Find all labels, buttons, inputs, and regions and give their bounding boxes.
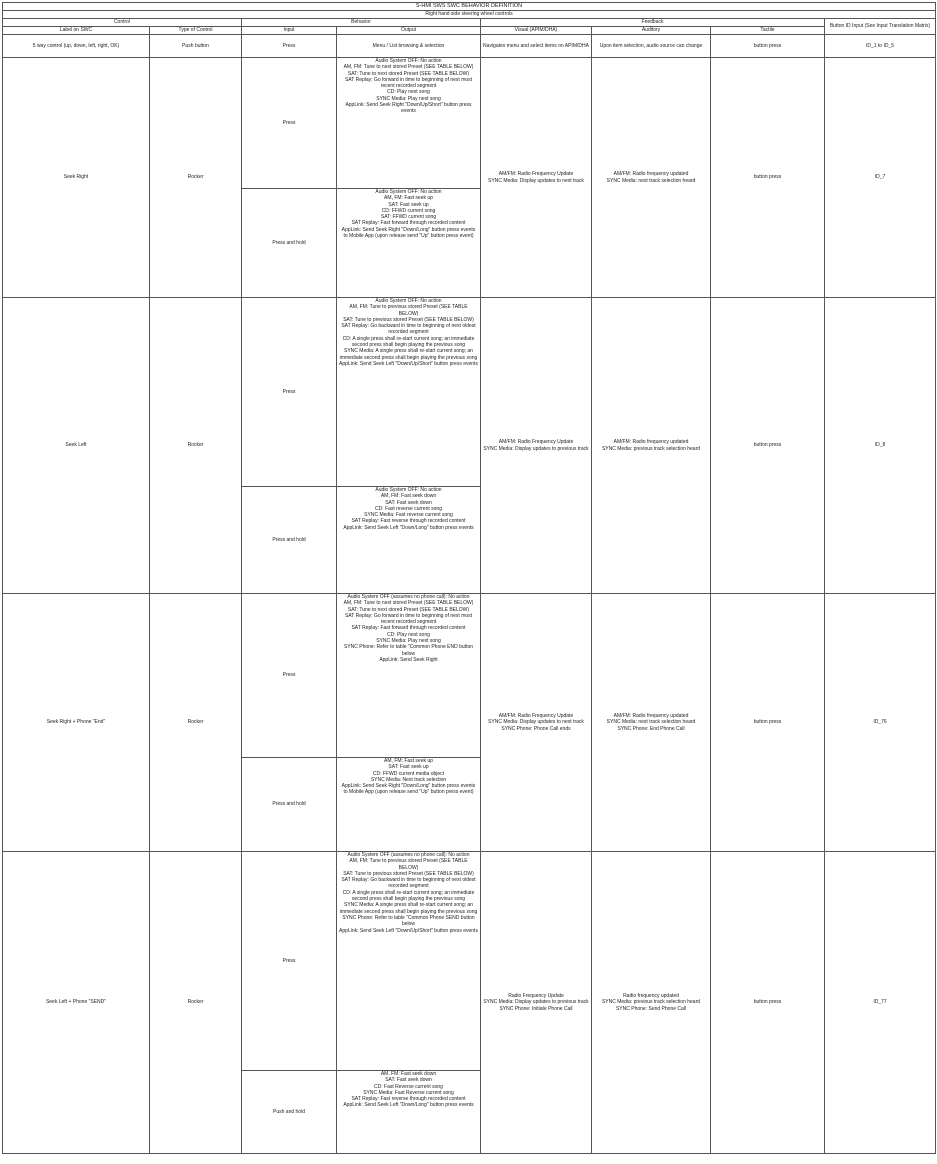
cell-type: Rocker [150,58,242,298]
text-line: CD: Fast reverse current song [375,505,442,512]
cell-button-id: ID_7 [825,58,936,298]
table-title: S-HMI SWS SWC BEHAVIOR DEFINITION [3,3,936,11]
cell-tactile: button press [711,594,825,852]
text-line: SAT: Fast seek up [388,764,429,771]
cell-input: Press and hold [242,487,337,594]
header-button-id: Button ID Input (See Input Translation Matrix) [825,19,936,35]
text-line: SYNC Media: A single press shall re-start current song; an immediate second press shall begin playing the previous song [339,348,478,361]
text-line: SYNC Media: previous track selection heard [601,445,701,452]
text-line: SYNC Media: Display updates to next track [488,719,584,726]
text-line: AM, FM: Tune to next stored Preset (SEE TABLE BELOW) [343,600,474,607]
text-line: SYNC Media: next track selection heard [606,719,696,726]
text-line: SYNC Media: Display updates to previous track [483,999,589,1006]
text-line: Audio System OFF: No action [375,58,442,64]
cell-type: Rocker [150,594,242,852]
cell-output [337,298,481,487]
cell-output [337,189,481,298]
text-line: SAT: Tune to previous stored Preset (SEE TABLE BELOW) [343,870,474,877]
text-line: CD: Play next song [387,631,430,638]
cell-label: Seek Right [3,58,150,298]
text-line: SYNC Media: Display updates to previous track [483,445,589,452]
cell-auditory [592,594,711,852]
table-row [3,594,936,758]
text-line: AppLink: Send Seek Left "Down/Long" button press events [343,524,474,531]
text-line: AM/FM: Radio Frequency Update [498,439,574,446]
text-line: Audio System OFF (assumes no phone call): No action [347,594,470,600]
text-line: SAT Replay: Fast reverse through recorded content [351,1096,466,1103]
cell-label: Seek Left + Phone "SEND" [3,852,150,1154]
cell-auditory: Upon item selection, audio source can change [592,35,711,58]
text-line: Audio System OFF: No action [375,487,442,493]
cell-auditory [592,298,711,594]
cell-input: Press [242,298,337,487]
group-header-feedback: Feedback [481,19,825,27]
table-row [3,35,936,58]
cell-auditory [592,58,711,298]
table-row [3,58,936,189]
header-label: Label on SWC [3,27,150,35]
text-line: AppLink: Send Seek Right [379,656,438,663]
cell-visual [481,58,592,298]
text-line: Audio System OFF (assumes no phone call): No action [347,852,470,858]
header-output: Output [337,27,481,35]
cell-output [337,852,481,1071]
cell-label: Seek Right + Phone "End" [3,594,150,852]
cell-output [337,487,481,594]
cell-output [337,758,481,852]
text-line: SYNC Phone: Initiate Phone Call [499,1005,573,1012]
text-line: AM, FM: Fast seek up [384,758,433,764]
text-line: SAT Replay: Go forward in time to beginning of next most recent recorded segment [344,612,473,626]
text-line: SYNC Phone: Send Phone Call [615,1005,687,1012]
text-line: SAT Replay: Go forward in time to beginning of next most recent recorded segment [344,76,473,90]
header-input: Input [242,27,337,35]
text-line: AM, FM: Tune to previous stored Preset (SEE TABLE BELOW) [349,858,468,871]
table-row [3,298,936,487]
text-line: SAT Replay: Go backward in time to beginning of next oldest recorded segment [341,877,476,890]
text-line: CD: Play next song [387,89,430,96]
cell-auditory [592,852,711,1154]
text-line: AppLink: Send Seek Right "Down/Up/Short" button press events [345,102,472,115]
header-visual: Visual (APIM/DHA) [481,27,592,35]
text-line: AM/FM: Radio Frequency Update [498,713,574,720]
text-line: SYNC Phone: Refer to table "Common Phone SEND button below [342,914,475,928]
text-line: SAT Replay: Go backward in time to beginning of next oldest recorded segment [341,323,476,336]
cell-input: Press [242,594,337,758]
cell-input: Press and hold [242,189,337,298]
text-line: SAT: FFWD current song [380,214,437,221]
cell-input: Press [242,852,337,1071]
cell-input: Press [242,35,337,58]
text-line: SYNC Phone: Phone Call ends [501,725,571,732]
cell-tactile: button press [711,852,825,1154]
text-line: SYNC Media: Fast reverse current song [364,512,453,519]
cell-type: Rocker [150,852,242,1154]
text-line: SAT: Fast seek down [385,499,432,506]
text-line: SYNC Media: A single press shall re-start current song; an immediate second press shall begin playing the previous song [339,902,478,915]
cell-output [337,594,481,758]
table-subtitle: Right hand side steering wheel controls [3,11,936,19]
text-line: Radio Frequency Update [508,993,564,1000]
cell-button-id: ID_77 [825,852,936,1154]
group-header-behavior: Behavior [242,19,481,27]
text-line: Radio frequency updated [623,993,679,1000]
text-line: CD: FFWD current media object [372,770,445,777]
cell-visual [481,852,592,1154]
text-line: AM, FM: Tune to previous stored Preset (SEE TABLE BELOW) [349,304,468,317]
cell-type: Rocker [150,298,242,594]
table-row [3,852,936,1071]
text-line: SAT Replay: Fast forward through recorded content [351,220,466,227]
cell-output [337,58,481,189]
text-line: AppLink: Send Seek Right "Down/Long" button press events to Mobile App (upon release send "Up" button press event) [341,783,476,796]
header-tactile: Tactile [711,27,825,35]
text-line: AM, FM: Fast seek up [384,195,433,202]
behavior-definition-table [2,2,936,1154]
cell-visual [481,298,592,594]
cell-visual: Navigates menu and select items on APIM/DHA [481,35,592,58]
text-line: AM/FM: Radio frequency updated [613,713,689,720]
cell-type: Push button [150,35,242,58]
text-line: SYNC Phone: Refer to table "Common Phone END button below [343,644,474,657]
text-line: CD: A single press shall re-start current song; an immediate second press shall begin playing the previous song [342,889,475,903]
text-line: Audio System OFF: No action [375,189,442,195]
text-line: AM, FM: Tune to next stored Preset (SEE TABLE BELOW) [343,64,474,71]
text-line: SYNC Media: previous track selection heard [601,999,701,1006]
text-line: CD: FFWD current song [381,207,436,214]
text-line: SAT: Tune to next stored Preset (SEE TABLE BELOW) [347,606,470,613]
cell-output [337,1071,481,1154]
cell-button-id: ID_76 [825,594,936,852]
text-line: AM/FM: Radio frequency updated [613,171,689,178]
text-line: AppLink: Send Seek Right "Down/Long" button press events to Mobile App (upon release send "Up" button press event) [341,226,476,240]
cell-input: Press [242,58,337,189]
text-line: SYNC Media: next track selection heard [606,177,696,184]
cell-button-id: ID_1 to ID_5 [825,35,936,58]
text-line: SYNC Phone: End Phone Call [617,725,685,732]
cell-output: Menu / List browsing & selection [337,35,481,58]
cell-button-id: ID_8 [825,298,936,594]
text-line: SYNC Media: Display updates to next track [488,177,584,184]
text-line: AM/FM: Radio frequency updated [613,439,689,446]
text-line: SAT Replay: Fast forward through recorded content [351,625,466,632]
text-line: SAT: Tune to previous stored Preset (SEE TABLE BELOW) [343,316,474,323]
text-line: AppLink: Send Seek Left "Down/Long" button press events [343,1102,474,1109]
text-line: SAT: Fast seek down [385,1077,432,1084]
text-line: CD: A single press shall re-start current song; an immediate second press shall begin playing the previous song [342,335,475,349]
text-line: CD: Fast Reverse current song [374,1083,443,1090]
cell-label: Seek Left [3,298,150,594]
text-line: AM/FM: Radio Frequency Update [498,171,574,178]
group-header-control: Control [3,19,242,27]
text-line: SYNC Media: Next track selection [370,776,447,783]
cell-visual [481,594,592,852]
text-line: SYNC Media: Play next song [376,638,441,645]
cell-label: 5 way control (up, down, left, right, OK) [3,35,150,58]
text-line: SAT: Tune to next stored Preset (SEE TABLE BELOW) [347,70,470,77]
text-line: SAT Replay: Fast reverse through recorded content [351,518,466,525]
cell-input: Press and hold [242,758,337,852]
text-line: Audio System OFF: No action [375,298,442,304]
text-line: AppLink: Send Seek Left "Down/Up/Short" button press events [339,360,478,367]
text-line: SYNC Media: Play next song [376,95,441,102]
header-type: Type of Control [150,27,242,35]
cell-tactile: button press [711,35,825,58]
text-line: AppLink: Send Seek Left "Down/Up/Short" button press events [339,927,478,934]
cell-input: Push and hold [242,1071,337,1154]
text-line: AM, FM: Fast seek down [380,1071,437,1077]
text-line: SAT: Fast seek up [388,201,429,208]
cell-tactile: button press [711,298,825,594]
text-line: SYNC Media: Fast Reverse current song [363,1089,454,1096]
cell-tactile: button press [711,58,825,298]
header-auditory: Auditory [592,27,711,35]
text-line: AM, FM: Fast seek down [380,493,437,500]
